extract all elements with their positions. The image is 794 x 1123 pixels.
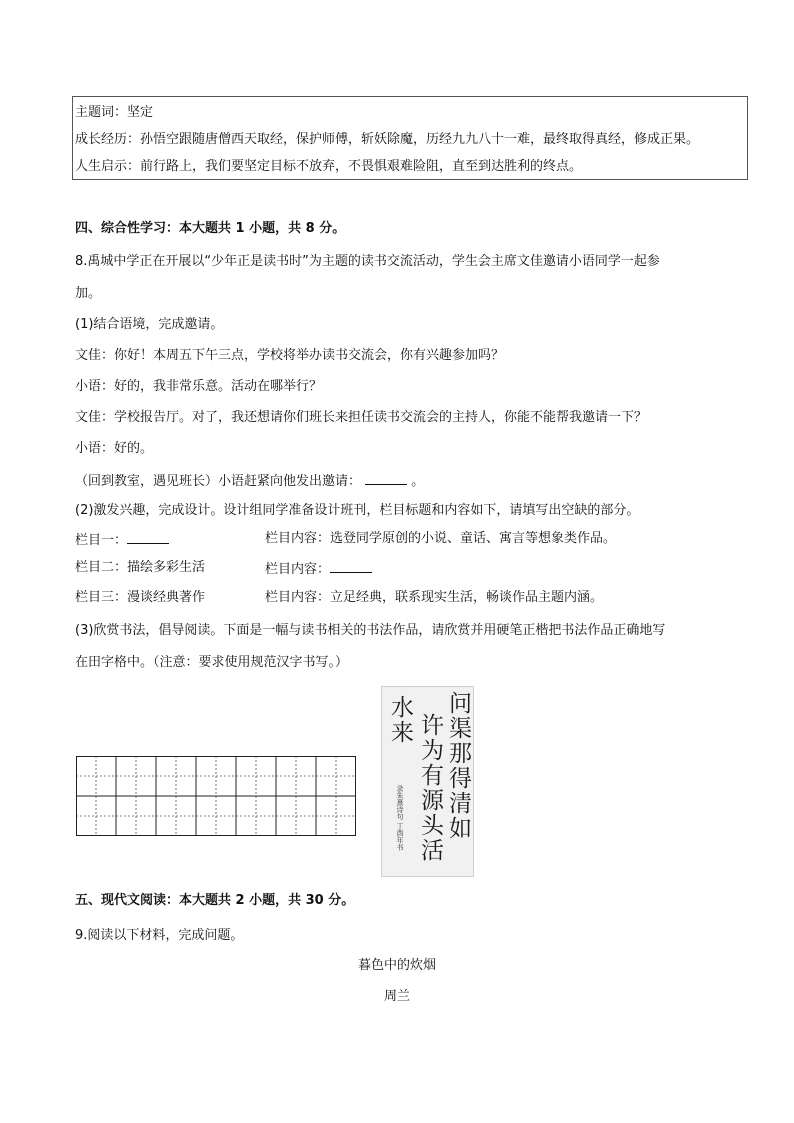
theme-box xyxy=(72,96,748,180)
calligraphy-column-2: 许为有源头活 xyxy=(417,713,443,863)
section5-heading: 五、现代文阅读：本大题共 2 小题，共 30 分。 xyxy=(75,893,355,908)
article-author: 周兰 xyxy=(383,989,410,1004)
answer-blank[interactable] xyxy=(330,560,372,573)
sub-question-3-line1: (3)欣赏书法，倡导阅读。下面是一幅与读书相关的书法作品，请欣赏并用硬笔正楷把书法作品正确地写 xyxy=(75,623,666,638)
column-2-title: 栏目二：描绘多彩生活 xyxy=(75,560,206,575)
column-content-label: 栏目内容： xyxy=(265,562,331,577)
calligraphy-column-1: 问渠那得清如 xyxy=(445,691,471,841)
dialog-line: 小语：好的。 xyxy=(75,441,154,456)
dialog-line: 文佳：学校报告厅。对了，我还想请你们班长来担任读书交流会的主持人，你能不能帮我邀请一下？ xyxy=(75,410,648,425)
column-3-title: 栏目三：漫谈经典著作 xyxy=(75,590,206,605)
sub-question-3-line2: 在田字格中。（注意：要求使用规范汉字书写。） xyxy=(75,655,349,670)
sub-question-1: (1)结合语境，完成邀请。 xyxy=(75,317,224,332)
section4-heading: 四、综合性学习：本大题共 1 小题，共 8 分。 xyxy=(75,221,346,236)
growth-experience: 成长经历：孙悟空跟随唐僧西天取经，保护师傅，斩妖除魔，历经九九八十一难，最终取得真经，修成正果。 xyxy=(75,132,700,147)
q8-text-line1: 8.禹城中学正在开展以“少年正是读书时”为主题的读书交流活动，学生会主席文佳邀请小语同学一起参 xyxy=(75,254,660,269)
column-3-content: 栏目内容：立足经典，联系现实生活，畅谈作品主题内涵。 xyxy=(265,590,604,605)
q8-text-line2: 加。 xyxy=(75,286,102,301)
calligraphy-artwork xyxy=(381,686,474,877)
life-lesson: 人生启示：前行路上，我们要坚定目标不放弃，不畏惧艰难险阻，直至到达胜利的终点。 xyxy=(75,159,583,174)
article-title: 暮色中的炊烟 xyxy=(357,958,436,973)
invite-text: （回到教室，遇见班长）小语赶紧向他发出邀请： xyxy=(75,474,362,489)
calligraphy-signature: 录朱熹诗句 丁酉年书 xyxy=(396,785,404,851)
tianzige-grid[interactable] xyxy=(76,756,356,836)
column-title-label: 栏目一： xyxy=(75,533,128,548)
column-1-title xyxy=(75,531,169,549)
theme-word: 主题词：坚定 xyxy=(75,105,154,120)
invite-end: 。 xyxy=(411,474,425,489)
dialog-line: 小语：好的，我非常乐意。活动在哪举行？ xyxy=(75,379,323,394)
answer-blank[interactable] xyxy=(127,531,169,544)
q9-text: 9.阅读以下材料，完成问题。 xyxy=(75,928,244,943)
column-1-content: 栏目内容：选登同学原创的小说、童话、寓言等想象类作品。 xyxy=(265,531,617,546)
answer-blank[interactable] xyxy=(365,472,407,485)
calligraphy-column-3: 水来 xyxy=(387,695,413,745)
sub-question-2: (2)激发兴趣，完成设计。设计组同学准备设计班刊，栏目标题和内容如下，请填写出空缺的部分。 xyxy=(75,503,640,518)
column-2-content xyxy=(265,560,372,578)
invite-line xyxy=(75,472,424,490)
dialog-line: 文佳：你好！本周五下午三点，学校将举办读书交流会，你有兴趣参加吗？ xyxy=(75,348,505,363)
